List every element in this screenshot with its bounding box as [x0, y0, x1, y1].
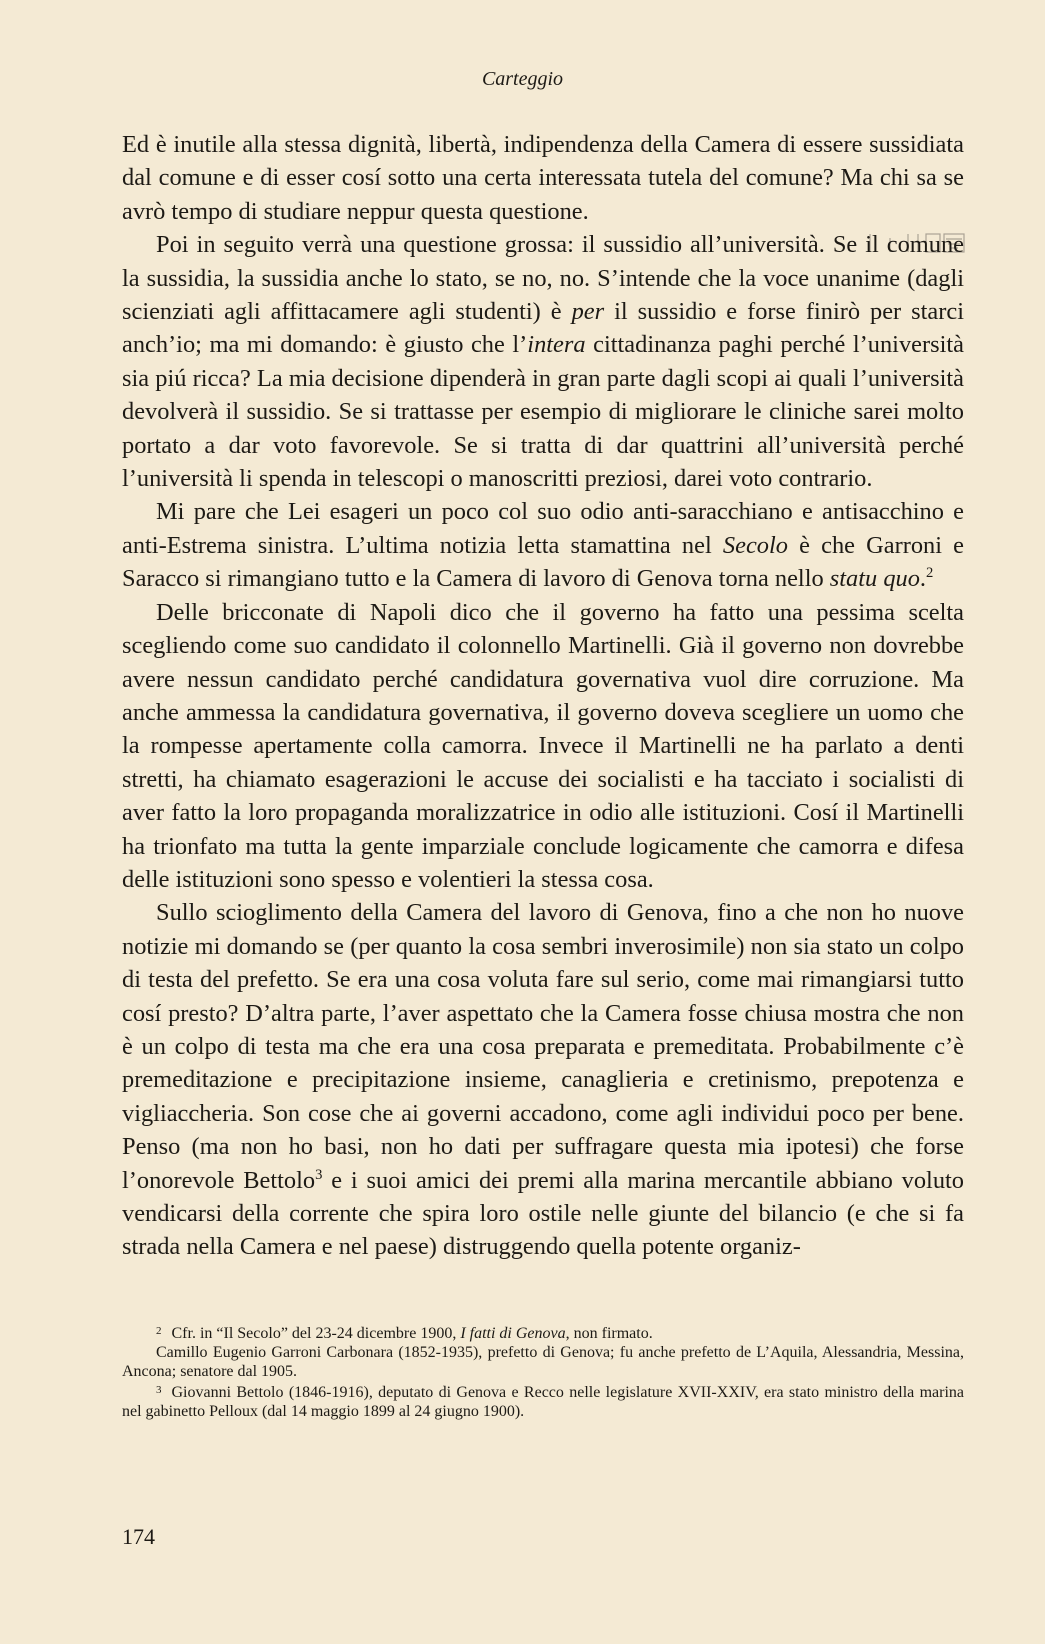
italic-text: I fatti di Genova — [460, 1325, 566, 1342]
footnote — [122, 1381, 964, 1421]
text-run: è che Garroni e Saracco si rimangiano tutto e la Camera di lavoro di Genova torna nello — [122, 531, 965, 593]
text-run: cittadinanza paghi perché l’università sia piú ricca? La mia decisione dipenderà in gran parte dagli scopi ai quali l’università devolverà il sussidio. Se si trattasse per esempio di migliorare le cliniche sarei molto portato a dar voto favorevole. Se si tratta di dar quattrini all’università perché l’università li spenda in telescopi o manoscritti preziosi, darei voto contrario. — [122, 331, 964, 493]
text-run: Mi pare che Lei esageri un poco col suo odio anti-saracchiano e antisacchino e anti-Estrema sinistra. L’ultima notizia letta stamattina nel — [122, 498, 964, 559]
footnote-number: 3 — [156, 1384, 162, 1396]
italic-text: per — [571, 298, 605, 326]
footnote-number: 2 — [156, 1325, 162, 1337]
paragraph — [122, 228, 964, 495]
italic-text: Secolo — [722, 531, 788, 559]
text-run: Ed è inutile alla stessa dignità, libertà, indipendenza della Camera di essere sussidiata dal comune e di esser cosí sotto una certa interessata tutela del comune? Ma chi sa se avrò tempo di studiare neppur questa questione. — [122, 131, 964, 225]
body-text — [122, 128, 964, 1264]
text-run: Poi in seguito verrà una questione grossa: il sussidio all’università. Se il comune la sussidia, la sussidia anche lo stato, se no, no. S’intende che la voce unanime (dagli scienziati agli affittacamere agli studenti) è — [122, 231, 964, 326]
footnote-reference: 2 — [926, 565, 934, 582]
text-run: Giovanni Bettolo (1846-1916), deputato di Genova e Recco nelle legislature XVII-XXIV, era stato ministro della marina nel gabinetto Pelloux (dal 14 maggio 1899 al 24 giugno 1900). — [122, 1384, 964, 1420]
text-run: e i suoi amici dei premi alla marina mercantile abbiano voluto vendicarsi della corrente che spira loro ostile nelle giunte del bilancio (e che si fa strada nella Camera e nel paese) distruggendo quella potente organiz- — [122, 1166, 964, 1261]
paragraph — [122, 495, 964, 595]
text-run: il sussidio e forse finirò per starci anch’io; ma mi domando: è giusto che l’ — [122, 298, 964, 359]
paragraph — [122, 128, 964, 228]
footnote-reference: 3 — [315, 1166, 323, 1183]
text-run: Sullo scioglimento della Camera del lavoro di Genova, fino a che non ho nuove notizie mi domando se (per quanto la cosa sembri inverosimile) non sia stato un colpo di testa del prefetto. Se era una cosa voluta fare sul serio, come mai rimangiarsi tutto cosí presto? D’altra parte, l’aver aspettato che la Camera fosse chiusa mostra che non è un colpo di testa ma che era una cosa preparata e premeditata. Probabilmente c’è premeditazione e precipitazione insieme, canaglieria e cretinismo, prepotenza e vigliaccheria. Son cose che ai governi accadono, come agli individui poco per bene. Penso (ma non ho basi, non ho dati per suffragare questa mia ipotesi) che forse l’onorevole Bettolo — [122, 899, 964, 1194]
page-number: 174 — [122, 1524, 155, 1549]
text-run: Camillo Eugenio Garroni Carbonara (1852-1935), prefetto di Genova; fu anche prefetto de L’Aquila, Alessandria, Messina, Ancona; senatore dal 1905. — [122, 1344, 964, 1380]
text-run: , non firmato. — [565, 1325, 653, 1342]
footnote — [122, 1322, 964, 1343]
running-head: Carteggio — [481, 68, 564, 90]
text-run: Cfr. in “Il Secolo” del 23-24 dicembre 1900, — [171, 1325, 461, 1342]
text-run: Delle bricconate di Napoli dico che il governo ha fatto una pessima scelta scegliendo come suo candidato il colonnello Martinelli. Già il governo non dovrebbe avere nessun candidato perché candidatura governativa vuol dire corruzione. Ma anche ammessa la candidatura governativa, il governo doveva scegliere un uomo che la rompesse apertamente colla camorra. Invece il Martinelli ne ha parlato a denti stretti, ha chiamato esagerazioni le accuse dei socialisti e ha tacciato i socialisti di aver fatto la loro propaganda moralizzatrice in odio alle istituzioni. Cosí il Martinelli ha trionfato ma tutta la gente imparziale conclude logicamente che camorra e difesa delle istituzioni sono spesso e volentieri la stessa cosa. — [122, 598, 964, 893]
italic-text: statu quo — [829, 565, 920, 593]
paragraph — [122, 596, 964, 897]
text-run: . — [919, 565, 927, 593]
footnote — [122, 1343, 964, 1381]
footnotes — [122, 1322, 964, 1421]
italic-text: intera — [527, 331, 586, 359]
paragraph — [122, 896, 964, 1263]
